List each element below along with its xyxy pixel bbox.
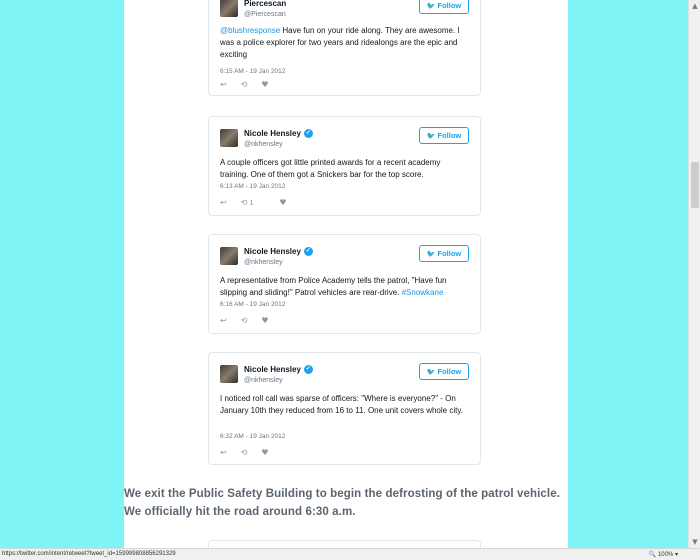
page-content bbox=[124, 0, 568, 560]
heart-icon[interactable]: ♥ bbox=[261, 448, 269, 457]
heart-icon[interactable]: ♥ bbox=[261, 316, 269, 325]
tweet-text: @blushresponse Have fun on your ride along. They are awesome. I was a police explorer for two years and ridealongs are the epic and exciting bbox=[220, 26, 460, 59]
twitter-bird-icon: 🐦 bbox=[426, 3, 436, 10]
tweet-timestamp[interactable]: 6:13 AM - 19 Jan 2012 bbox=[220, 183, 286, 190]
retweet-icon[interactable]: ⟲ 1 bbox=[240, 198, 254, 207]
follow-button[interactable]: 🐦 Follow bbox=[419, 245, 469, 262]
zoom-level[interactable]: 🔍 100% ▾ bbox=[648, 552, 678, 558]
twitter-bird-icon: 🐦 bbox=[426, 133, 436, 140]
twitter-bird-icon: 🐦 bbox=[426, 369, 436, 376]
article-paragraph: We exit the Public Safety Building to begin the defrosting of the patrol vehicle. We officially hit the road around 6:30 a.m. bbox=[124, 488, 560, 518]
reply-icon[interactable]: ↩ bbox=[220, 80, 227, 89]
reply-icon[interactable]: ↩ bbox=[220, 198, 227, 207]
reply-icon[interactable]: ↩ bbox=[220, 448, 227, 457]
follow-button[interactable]: 🐦 Follow bbox=[419, 363, 469, 380]
scroll-down-icon[interactable]: ▼ bbox=[692, 538, 698, 546]
retweet-icon[interactable]: ⟲ bbox=[240, 316, 248, 325]
tweet-timestamp[interactable]: 6:15 AM - 19 Jan 2012 bbox=[220, 68, 286, 75]
tweet-actions bbox=[220, 80, 283, 89]
tweet-text: I noticed roll call was sparse of officers: "Where is everyone?" - On January 10th they reduced from 16 to 11. One unit covers whole city. bbox=[220, 394, 463, 415]
tweet-actions bbox=[220, 448, 283, 457]
tweet-actions bbox=[220, 198, 300, 207]
retweet-count: 1 bbox=[249, 200, 254, 207]
tweet-author-name[interactable]: Piercescan bbox=[244, 0, 287, 8]
tweet-author-handle[interactable]: @nkhensley bbox=[244, 259, 283, 266]
tweet-author-handle[interactable]: @nkhensley bbox=[244, 141, 283, 148]
reply-icon[interactable]: ↩ bbox=[220, 316, 227, 325]
tweet-actions bbox=[220, 316, 283, 325]
verified-badge-icon: ✓ bbox=[305, 130, 311, 137]
embedded-tweet bbox=[208, 234, 481, 334]
tweet-author-name[interactable]: Nicole Hensley ✓ bbox=[244, 129, 311, 138]
avatar[interactable] bbox=[220, 129, 238, 147]
tweet-text: A representative from Police Academy tells the patrol, "Have fun slipping and sliding!" Patrol vehicles are rear-drive. #Snowkane bbox=[220, 276, 447, 297]
tweet-author-name[interactable]: Nicole Hensley ✓ bbox=[244, 365, 311, 374]
mention-link[interactable]: @blushresponse bbox=[220, 26, 281, 35]
verified-badge-icon: ✓ bbox=[305, 366, 311, 373]
follow-button[interactable]: 🐦 Follow bbox=[419, 127, 469, 144]
scroll-up-icon[interactable]: ▲ bbox=[692, 2, 698, 10]
hashtag-link[interactable]: #Snowkane bbox=[401, 288, 444, 297]
heart-icon[interactable]: ♥ bbox=[279, 198, 287, 207]
tweet-author-handle[interactable]: @Piercescan bbox=[244, 11, 286, 18]
retweet-icon[interactable]: ⟲ bbox=[240, 80, 248, 89]
avatar[interactable] bbox=[220, 247, 238, 265]
embedded-tweet bbox=[208, 0, 481, 96]
tweet-author-name[interactable]: Nicole Hensley ✓ bbox=[244, 247, 311, 256]
vertical-scrollbar[interactable] bbox=[688, 0, 700, 548]
retweet-icon[interactable]: ⟲ bbox=[240, 448, 248, 457]
embedded-tweet bbox=[208, 352, 481, 465]
heart-icon[interactable]: ♥ bbox=[261, 80, 269, 89]
status-url: https://twitter.com/intent/retweet?tweet_id=159999808856291329 bbox=[2, 551, 176, 557]
verified-badge-icon: ✓ bbox=[305, 248, 311, 255]
magnifier-icon: 🔍 bbox=[648, 552, 657, 558]
twitter-bird-icon: 🐦 bbox=[426, 251, 436, 258]
tweet-text: A couple officers got little printed awards for a recent academy training. One of them got a Snickers bar for the top score. bbox=[220, 158, 441, 179]
embedded-tweet bbox=[208, 116, 481, 216]
scroll-thumb[interactable] bbox=[691, 162, 699, 208]
tweet-timestamp[interactable]: 6:16 AM - 19 Jan 2012 bbox=[220, 301, 286, 308]
tweet-timestamp[interactable]: 6:32 AM - 19 Jan 2012 bbox=[220, 433, 286, 440]
avatar[interactable] bbox=[220, 0, 238, 17]
follow-button[interactable]: 🐦 Follow bbox=[419, 0, 469, 14]
avatar[interactable] bbox=[220, 365, 238, 383]
status-bar bbox=[0, 548, 700, 560]
tweet-author-handle[interactable]: @nkhensley bbox=[244, 377, 283, 384]
